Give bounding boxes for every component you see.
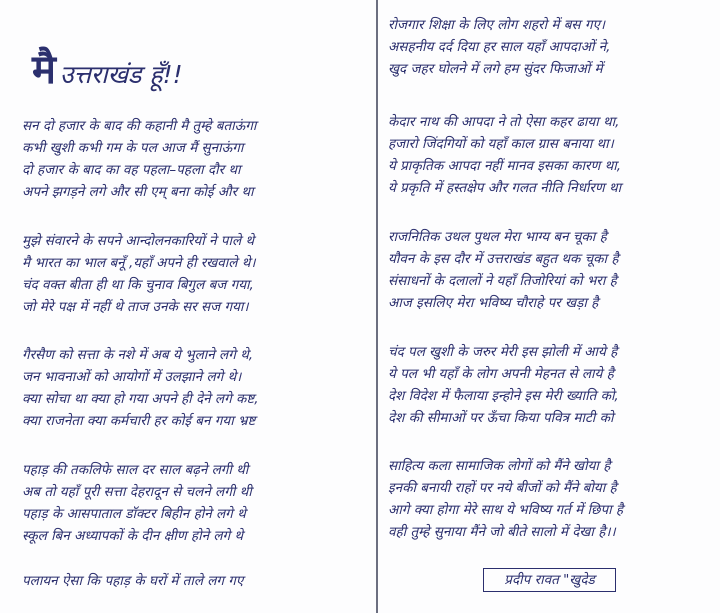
poem-line: राजनितिक उथल पुथल मेरा भाग्य बन चूका है: [388, 229, 607, 245]
poem-title: [32, 40, 183, 95]
left-stanza-5: [22, 570, 362, 592]
poem-line: रोजगार शिक्षा के लिए लोग शहरो में बस गए।: [388, 17, 606, 33]
right-stanza-3: [388, 226, 706, 314]
author-signature: प्रदीप रावत "खुदेड: [483, 568, 616, 592]
poem-line: सन दो हजार के बाद की कहानी मै तुम्हे बताऊंगा: [22, 118, 257, 134]
poem-line: इनकी बनायी राहों पर नये बीजों को मैंने बोया है: [388, 480, 617, 496]
poem-line: वही तुम्हे सुनाया मैंने जो बीते सालो में देखा है।।: [388, 524, 616, 540]
poem-line: संसाधनों के दलालों ने यहाँ तिजोरियां को भरा है: [388, 273, 617, 289]
poem-line: गैरसैण को सत्ता के नशे में अब ये भुलाने लगे थे,: [22, 347, 254, 363]
poem-line: आगे क्या होगा मेरे साथ ये भविष्य गर्त में छिपा है: [388, 502, 624, 518]
poem-line: केदार नाथ की आपदा ने तो ऐसा कहर ढाया था,: [388, 114, 620, 130]
poem-line: ये प्राकृतिक आपदा नहीं मानव इसका कारण था,: [388, 158, 622, 174]
poem-line: चंद पल खुशी के जरुर मेरी इस झोली में आये है: [388, 344, 618, 360]
poem-line: कभी खुशी कभी गम के पल आज मैं सुनाऊंगा: [22, 140, 244, 156]
poem-line: पलायन ऐसा कि पहाड़ के घरों में ताले लग गए: [22, 573, 244, 589]
poem-line: क्या राजनेता क्या कर्मचारी हर कोई बन गया भ्रष्ट: [22, 413, 256, 429]
left-stanza-2: [22, 230, 362, 318]
right-stanza-5: [388, 455, 706, 543]
left-stanza-1: [22, 115, 362, 203]
poem-line: मुझे संवारने के सपने आन्दोलनकारियों ने पाले थे: [22, 233, 255, 249]
left-stanza-4: [22, 459, 362, 547]
poem-line: देश की सीमाओं पर ऊँचा किया पवित्र माटी को: [388, 410, 614, 426]
poem-line: देश विदेश में फैलाया इन्होने इस मेरी ख्याति को,: [388, 388, 619, 404]
poem-line: ये पल भी यहाँ के लोग अपनी मेहनत से लाये है: [388, 366, 614, 382]
poem-line: ये प्रकृति में हस्तक्षेप और गलत नीति निर्धारण था: [388, 180, 622, 196]
poem-line: मै भारत का भाल बनूँ ,यहाँ अपने ही रखवाले थे।: [22, 255, 256, 271]
poem-line: पहाड़ की तकलिफे साल दर साल बढ़ने लगी थी: [22, 462, 249, 478]
poem-line: साहित्य कला सामाजिक लोगों को मैंने खोया है: [388, 458, 611, 474]
right-stanza-2: [388, 111, 706, 199]
poem-line: दो हजार के बाद का वह पहला–पहला दौर था: [22, 162, 241, 178]
poem-line: जन भावनाओं को आयोगों में उलझाने लगे थे।: [22, 369, 242, 385]
title-word-rest: उत्तराखंड हूँ!!: [59, 60, 183, 89]
poem-line: अपने झगड़ने लगे और सी एम् बना कोई और था: [22, 184, 254, 200]
column-divider: [376, 0, 378, 613]
right-stanza-4: [388, 341, 706, 429]
poem-line: चंद वक्त बीता ही था कि चुनाव बिगुल बज गया,: [22, 277, 254, 293]
poem-line: यौवन के इस दौर में उत्तराखंड बहुत थक चूका है: [388, 251, 619, 267]
left-stanza-3: [22, 344, 362, 432]
right-stanza-1: [388, 14, 706, 80]
poem-line: हजारो जिंदगियों को यहाँ काल ग्रास बनाया था।: [388, 136, 614, 152]
poem-line: असहनीय दर्द दिया हर साल यहाँ आपदाओं ने,: [388, 39, 611, 55]
poem-line: क्या सोचा था क्या हो गया अपने ही देने लगे कष्ट,: [22, 391, 259, 407]
poem-line: जो मेरे पक्ष में नहीं थे ताज उनके सर सज गया।: [22, 299, 249, 315]
title-word-main: मै: [32, 47, 56, 93]
poem-line: पहाड़ के आसपाताल डॉक्टर बिहीन होने लगे थे: [22, 506, 246, 522]
poem-line: खुद जहर घोलने में लगे हम सुंदर फिजाओं में: [388, 61, 603, 77]
poem-line: आज इसलिए मेरा भविष्य चौराहे पर खड़ा है: [388, 295, 599, 311]
poem-line: अब तो यहाँ पूरी सत्ता देहरादून से चलने लगी थी: [22, 484, 252, 500]
poem-line: स्कूल बिन अध्यापकों के दीन क्षीण होने लगे थे: [22, 528, 244, 544]
